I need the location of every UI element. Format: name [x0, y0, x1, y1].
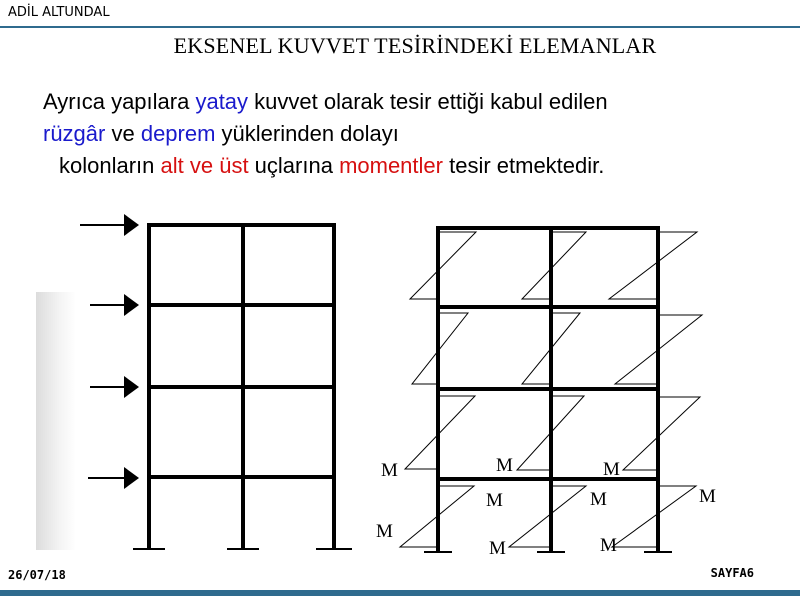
- lateral-load-frame: [80, 214, 352, 549]
- highlight-ruzgar: rüzgâr: [43, 121, 106, 146]
- text-run: uçlarına: [248, 153, 340, 178]
- moment-diagram-frame: [400, 226, 702, 552]
- text-run: kolonların: [59, 153, 161, 178]
- moment-label: M: [496, 455, 513, 476]
- arrowhead-icon: [124, 467, 139, 489]
- moment-label: M: [590, 489, 607, 510]
- moment-label: M: [376, 521, 393, 542]
- highlight-alt-ve-ust: alt ve üst: [160, 153, 249, 178]
- moment-label: M: [600, 535, 617, 556]
- text-run: yüklerinden dolayı: [215, 121, 399, 146]
- footer-divider: [0, 590, 800, 596]
- text-run: Ayrıca yapılara: [43, 89, 196, 114]
- author-name: ADİL ALTUNDAL: [8, 5, 110, 20]
- arrowhead-icon: [124, 214, 139, 236]
- right-frame-beams: [436, 228, 660, 479]
- text-run: ve: [105, 121, 141, 146]
- moment-label: M: [486, 490, 503, 511]
- highlight-deprem: deprem: [140, 121, 216, 146]
- highlight-yatay: yatay: [195, 89, 249, 114]
- arrowhead-icon: [124, 376, 139, 398]
- moment-label: M: [603, 459, 620, 480]
- moment-label: M: [381, 460, 398, 481]
- moment-label: M: [699, 486, 716, 507]
- footer-page-number: SAYFA6: [710, 566, 754, 580]
- footer-date: 26/07/18: [8, 568, 66, 582]
- slide-title: EKSENEL KUVVET TESİRİNDEKİ ELEMANLAR: [173, 33, 657, 58]
- text-run: kuvvet olarak tesir ettiği kabul edilen: [248, 89, 608, 114]
- arrowhead-icon: [124, 294, 139, 316]
- lateral-force-arrows: [80, 225, 128, 478]
- text-run: tesir etmektedir.: [442, 153, 605, 178]
- moment-labels: [376, 455, 716, 559]
- highlight-momentler: momentler: [339, 153, 443, 178]
- moment-label: M: [489, 538, 506, 559]
